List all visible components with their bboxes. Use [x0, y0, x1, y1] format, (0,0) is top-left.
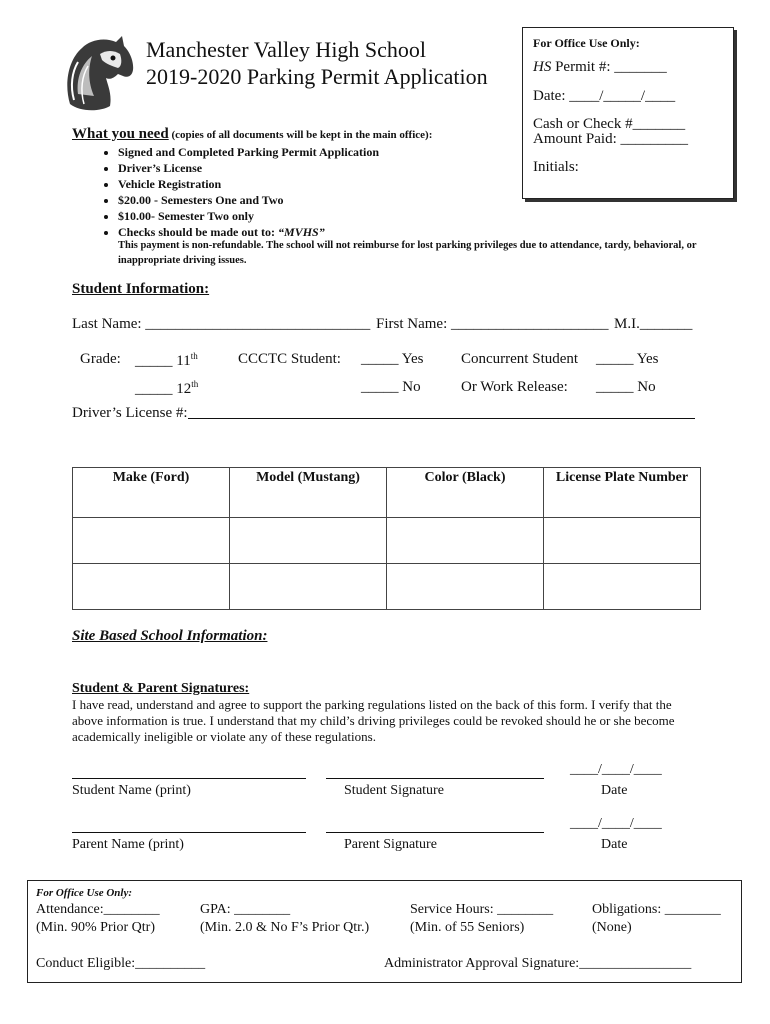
col-model: Model (Mustang)	[230, 468, 387, 518]
col-license-plate: License Plate Number	[544, 468, 701, 518]
parent-signature-line[interactable]	[326, 832, 544, 833]
service-hours-note: (Min. of 55 Seniors)	[410, 920, 525, 935]
agreement-text: I have read, understand and agree to support the parking regulations listed on the back of this form. I verify that the above information is true. I understand that my child’s driving privileges could be revoked should he or she become academically ineligible or violate any of these regulations.	[72, 697, 675, 744]
drivers-license-field[interactable]	[188, 418, 695, 419]
parent-date-label: Date	[601, 837, 628, 852]
ccctc-yes-option[interactable]: _____ Yes	[361, 351, 424, 367]
attendance-field[interactable]: Attendance:________	[36, 902, 160, 917]
col-color: Color (Black)	[387, 468, 544, 518]
requirements-heading	[72, 125, 432, 143]
color-cell[interactable]	[387, 564, 544, 610]
grade-12-suffix: th	[191, 379, 199, 389]
school-name: Manchester Valley High School	[146, 37, 427, 62]
model-cell[interactable]	[230, 564, 387, 610]
table-header-row	[73, 468, 701, 518]
conduct-eligible-field[interactable]: Conduct Eligible:__________	[36, 956, 206, 971]
first-name-field[interactable]: First Name: _____________________	[376, 316, 609, 332]
permit-prefix: HS	[533, 59, 552, 75]
ccctc-no-option[interactable]: _____ No	[361, 379, 421, 395]
obligations-field[interactable]: Obligations: ________	[592, 902, 721, 917]
permit-label: Permit #: _______	[551, 59, 667, 75]
parent-signature-label: Parent Signature	[344, 837, 437, 852]
vehicle-table	[72, 467, 701, 610]
col-make: Make (Ford)	[73, 468, 230, 518]
parent-name-label: Parent Name (print)	[72, 837, 184, 852]
ccctc-label: CCCTC Student:	[238, 351, 341, 367]
initials-field[interactable]: Initials:	[533, 159, 579, 175]
table-row	[73, 518, 701, 564]
parent-date-line[interactable]: ____/____/____	[570, 816, 662, 831]
concurrent-no-option[interactable]: _____ No	[596, 379, 656, 395]
work-release-label: Or Work Release:	[461, 379, 568, 395]
student-date-label: Date	[601, 783, 628, 798]
concurrent-label: Concurrent Student	[461, 351, 579, 367]
grade-label: Grade:	[80, 351, 121, 367]
make-cell[interactable]	[73, 564, 230, 610]
attendance-note: (Min. 90% Prior Qtr)	[36, 920, 155, 935]
student-name-label: Student Name (print)	[72, 783, 191, 798]
obligations-note: (None)	[592, 920, 632, 935]
grade-12-option[interactable]	[135, 379, 198, 398]
plate-cell[interactable]	[544, 564, 701, 610]
checks-label: Checks should be made out to:	[118, 225, 279, 239]
grade-11-text: _____ 11	[135, 353, 191, 369]
checks-payee: “MVHS”	[278, 225, 325, 239]
grade-11-option[interactable]	[135, 351, 198, 370]
site-based-heading: Site Based School Information:	[72, 628, 268, 644]
signatures-heading: Student & Parent Signatures:	[72, 681, 250, 696]
office-date-field[interactable]: Date: ____/_____/____	[533, 88, 676, 104]
list-item: • Signed and Completed Parking Permit Application	[118, 144, 718, 160]
list-item: • $10.00- Semester Two only	[118, 208, 718, 224]
gpa-field[interactable]: GPA: ________	[200, 902, 291, 917]
requirements-title: What you need	[72, 126, 169, 142]
list-item: • Vehicle Registration	[118, 176, 718, 192]
cash-check-field[interactable]: Cash or Check #_______	[533, 116, 686, 132]
form-title: 2019-2020 Parking Permit Application	[146, 64, 488, 89]
student-date-line[interactable]: ____/____/____	[570, 762, 662, 777]
permit-number-field[interactable]	[533, 59, 667, 76]
student-info-heading: Student Information:	[72, 281, 210, 297]
refund-note: This payment is non-refundable. The school will not reimburse for lost parking privileges due to attendance, tardy, behavioral, or inappropriate driving issues.	[118, 240, 697, 266]
student-signature-line[interactable]	[326, 778, 544, 779]
admin-approval-field[interactable]: Administrator Approval Signature:________________	[384, 956, 692, 971]
table-row	[73, 564, 701, 610]
middle-initial-field[interactable]: M.I._______	[614, 316, 693, 332]
list-item: • Driver’s License	[118, 160, 718, 176]
mustang-horse-logo-icon	[60, 34, 138, 116]
student-signature-label: Student Signature	[344, 783, 444, 798]
grade-11-suffix: th	[190, 351, 198, 361]
drivers-license-label: Driver’s License #:	[72, 405, 188, 421]
service-hours-field[interactable]: Service Hours: ________	[410, 902, 554, 917]
model-cell[interactable]	[230, 518, 387, 564]
office-use-heading: For Office Use Only:	[533, 36, 640, 50]
concurrent-yes-option[interactable]: _____ Yes	[596, 351, 659, 367]
requirements-note: (copies of all documents will be kept in the main office):	[168, 129, 433, 141]
gpa-note: (Min. 2.0 & No F’s Prior Qtr.)	[200, 920, 370, 935]
parent-name-line[interactable]	[72, 832, 306, 833]
last-name-field[interactable]: Last Name: ______________________________	[72, 316, 371, 332]
grade-12-text: _____ 12	[135, 381, 192, 397]
color-cell[interactable]	[387, 518, 544, 564]
amount-paid-field[interactable]: Amount Paid: _________	[533, 131, 689, 147]
student-name-line[interactable]	[72, 778, 306, 779]
requirements-list	[96, 144, 718, 240]
plate-cell[interactable]	[544, 518, 701, 564]
make-cell[interactable]	[73, 518, 230, 564]
list-item: • $20.00 - Semesters One and Two	[118, 192, 718, 208]
office-review-heading: For Office Use Only:	[36, 887, 133, 899]
